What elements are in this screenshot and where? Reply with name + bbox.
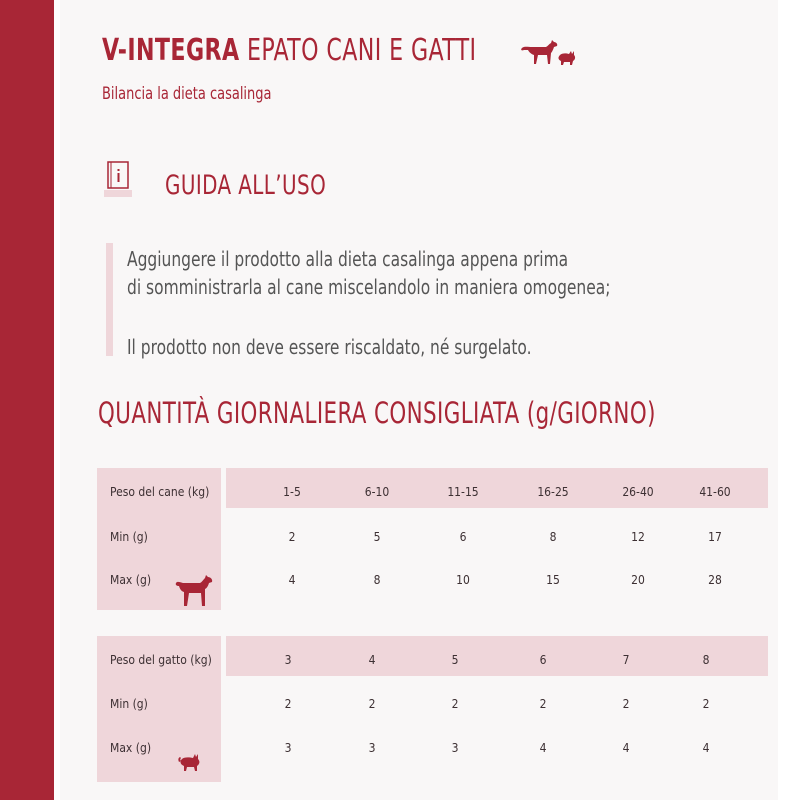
cat-table-head-label: Peso del gatto (kg)	[110, 653, 212, 667]
cat-table-row-label: Min (g)	[110, 697, 148, 711]
dog-weight-cell: 41-60	[699, 485, 731, 499]
cat-min-cell: 2	[702, 697, 710, 711]
cat-min-cell: 2	[284, 697, 292, 711]
dog-min-cell: 17	[708, 530, 722, 544]
dog-min-cell: 6	[459, 530, 467, 544]
cat-table-header-band	[226, 636, 768, 676]
dog-max-cell: 4	[288, 573, 296, 587]
product-brand: V-INTEGRA	[102, 33, 240, 68]
dog-table-row-label: Max (g)	[110, 573, 152, 587]
dog-min-cell: 8	[549, 530, 557, 544]
cat-icon	[178, 750, 204, 772]
cat-max-cell: 3	[451, 741, 459, 755]
cat-weight-cell: 5	[451, 653, 459, 667]
dog-max-cell: 28	[708, 573, 722, 587]
dog-table-head-label: Peso del cane (kg)	[110, 485, 210, 499]
dog-weight-cell: 16-25	[537, 485, 569, 499]
dog-weight-cell: 6-10	[364, 485, 390, 499]
cat-min-cell: 2	[539, 697, 547, 711]
cat-max-cell: 3	[284, 741, 292, 755]
dog-table-header-band	[226, 468, 768, 508]
quantity-title: QUANTITÀ GIORNALIERA CONSIGLIATA (g/GIORNO)	[98, 396, 656, 430]
dog-icon	[174, 574, 216, 608]
cat-max-cell: 4	[622, 741, 630, 755]
cat-weight-cell: 4	[368, 653, 376, 667]
instructions-paragraph-2: Il prodotto non deve essere riscaldato, né surgelato.	[127, 335, 532, 359]
cat-min-cell: 2	[451, 697, 459, 711]
cat-min-cell: 2	[622, 697, 630, 711]
dog-max-cell: 8	[373, 573, 381, 587]
dog-max-cell: 10	[456, 573, 470, 587]
instructions-line-1: Aggiungere il prodotto alla dieta casalinga appena prima	[127, 247, 569, 271]
dog-weight-cell: 1-5	[283, 485, 301, 499]
left-accent-gap	[54, 0, 60, 800]
dog-max-cell: 20	[631, 573, 645, 587]
product-title-rest: EPATO CANI E GATTI	[246, 33, 477, 68]
guide-title: GUIDA ALL’USO	[165, 170, 327, 201]
dog-min-cell: 12	[631, 530, 645, 544]
cat-max-cell: 4	[539, 741, 547, 755]
dog-weight-cell: 11-15	[447, 485, 479, 499]
dog-max-cell: 15	[546, 573, 560, 587]
dog-cat-icon	[516, 38, 578, 68]
left-accent-bar	[0, 0, 54, 800]
info-book-icon	[103, 160, 133, 198]
cat-max-cell: 4	[702, 741, 710, 755]
instructions-quote-bar	[106, 243, 113, 356]
instructions-paragraph-1	[127, 245, 610, 301]
instructions-line-2: di somministrarla al cane miscelandolo in maniera omogenea;	[127, 275, 611, 299]
cat-max-cell: 3	[368, 741, 376, 755]
cat-min-cell: 2	[368, 697, 376, 711]
cat-table-row-label: Max (g)	[110, 741, 152, 755]
right-edge-strip	[778, 0, 800, 800]
dog-table-row-label: Min (g)	[110, 530, 148, 544]
dog-weight-cell: 26-40	[622, 485, 654, 499]
product-title	[102, 33, 476, 68]
dog-min-cell: 5	[373, 530, 381, 544]
product-subtitle: Bilancia la dieta casalinga	[102, 84, 272, 104]
dog-min-cell: 2	[288, 530, 296, 544]
cat-weight-cell: 6	[539, 653, 547, 667]
cat-weight-cell: 8	[702, 653, 710, 667]
cat-weight-cell: 3	[284, 653, 292, 667]
cat-weight-cell: 7	[622, 653, 630, 667]
